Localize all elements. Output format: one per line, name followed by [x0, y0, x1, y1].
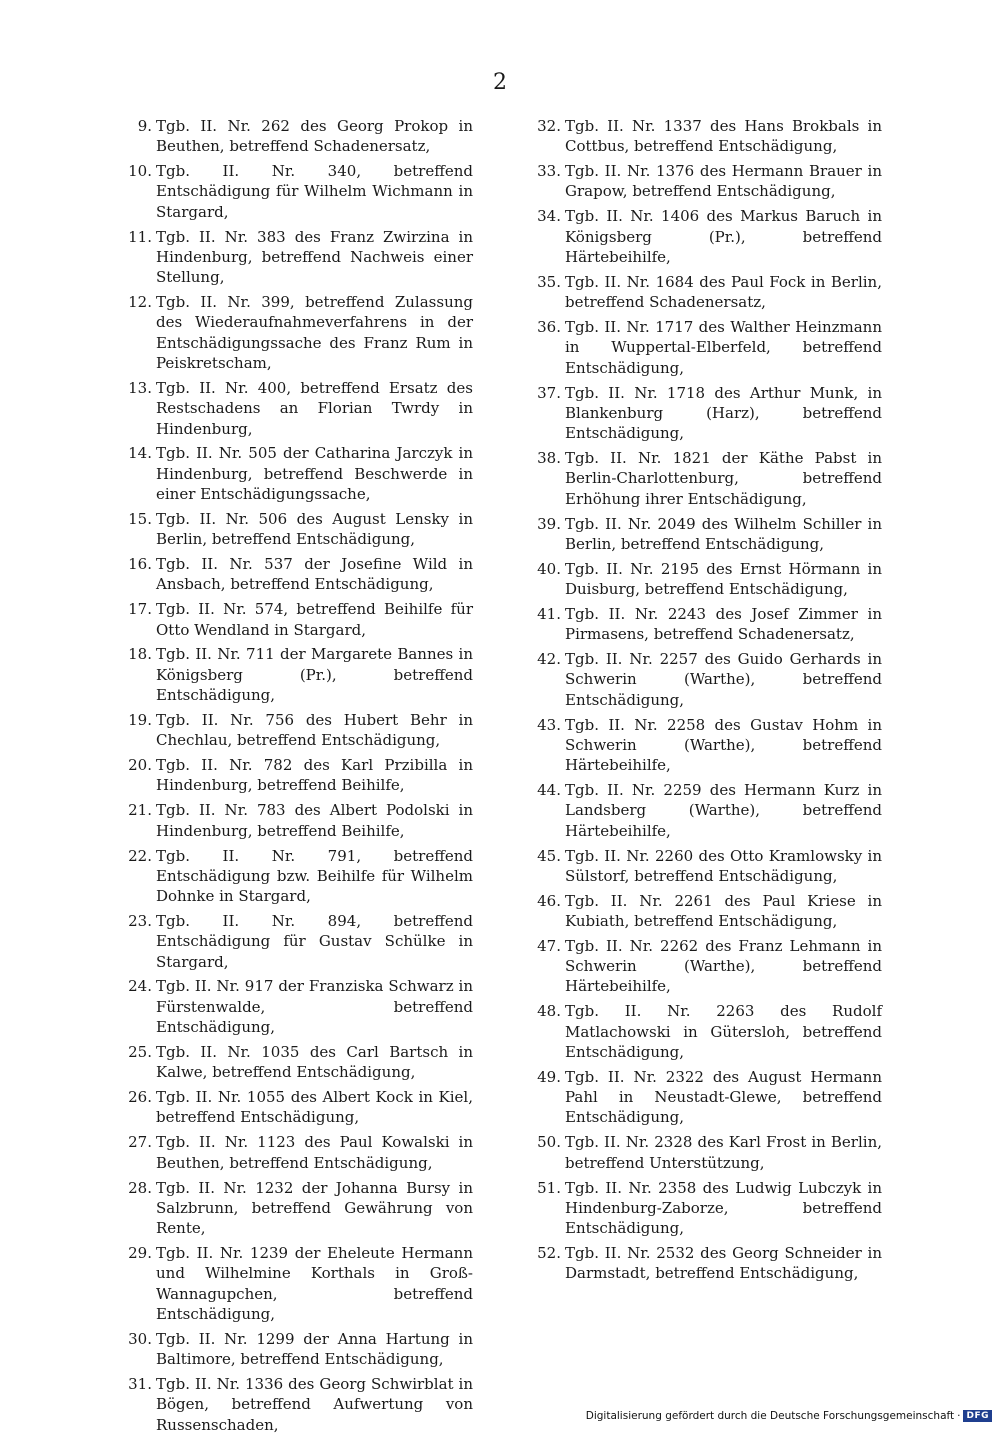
item-text: Tgb. II. Nr. 1055 des Albert Kock in Kiel, betreffend Entschädigung,	[156, 1088, 473, 1127]
list-item	[118, 116, 473, 157]
item-number: 21.	[128, 801, 152, 820]
item-number: 17.	[128, 600, 152, 619]
item-number: 48.	[537, 1002, 561, 1021]
item-number: 16.	[128, 555, 152, 574]
list-item	[527, 206, 882, 267]
item-number: 42.	[537, 650, 561, 669]
list-item	[527, 116, 882, 157]
list-item	[118, 227, 473, 288]
item-number: 47.	[537, 936, 561, 955]
item-text: Tgb. II. Nr. 2260 des Otto Kramlowsky in Sülstorf, betreffend Entschädigung,	[565, 846, 882, 885]
item-number: 43.	[537, 715, 561, 734]
item-text: Tgb. II. Nr. 2358 des Ludwig Lubczyk in Hindenburg-Zaborze, betreffend Entschädigung,	[565, 1178, 882, 1238]
item-number: 26.	[128, 1088, 152, 1107]
list-item	[118, 644, 473, 705]
list-item	[118, 1087, 473, 1128]
item-number: 29.	[128, 1244, 152, 1263]
list-item	[527, 1067, 882, 1128]
item-text: Tgb. II. Nr. 711 der Margarete Bannes in Königsberg (Pr.), betreffend Entschädigung,	[156, 645, 473, 705]
item-text: Tgb. II. Nr. 1336 des Georg Schwirblat in Bögen, betreffend Aufwertung von Russenschaden,	[156, 1374, 473, 1434]
item-text: Tgb. II. Nr. 2243 des Josef Zimmer in Pirmasens, betreffend Schadenersatz,	[565, 604, 882, 644]
item-text: Tgb. II. Nr. 2258 des Gustav Hohm in Schwerin (Warthe), betreffend Härtebeihilfe,	[565, 715, 882, 775]
item-number: 19.	[128, 710, 152, 729]
list-item	[527, 604, 882, 645]
item-text: Tgb. II. Nr. 1718 des Arthur Munk, in Blankenburg (Harz), betreffend Entschädigung,	[565, 383, 882, 443]
item-number: 11.	[128, 227, 152, 246]
item-number: 45.	[537, 846, 561, 865]
dfg-logo-icon: DFG	[963, 1410, 992, 1422]
item-text: Tgb. II. Nr. 2322 des August Hermann Pahl in Neustadt-Glewe, betreffend Entschädigung,	[565, 1067, 882, 1127]
footer-text: Digitalisierung gefördert durch die Deutsche Forschungsgemeinschaft	[585, 1410, 955, 1422]
item-number: 38.	[537, 449, 561, 468]
item-text: Tgb. II. Nr. 574, betreffend Beihilfe für Otto Wendland in Stargard,	[156, 600, 473, 639]
item-number: 52.	[537, 1244, 561, 1263]
list-item	[527, 448, 882, 509]
item-number: 20.	[128, 756, 152, 775]
list-item	[118, 846, 473, 907]
list-item	[118, 1329, 473, 1370]
list-item	[527, 1178, 882, 1239]
item-text: Tgb. II. Nr. 791, betreffend Entschädigung bzw. Beihilfe für Wilhelm Dohnke in Stargard,	[156, 846, 473, 906]
item-text: Tgb. II. Nr. 383 des Franz Zwirzina in Hindenburg, betreffend Nachweis einer Stellung,	[156, 227, 473, 287]
item-text: Tgb. II. Nr. 262 des Georg Prokop in Beuthen, betreffend Schadenersatz,	[156, 117, 473, 156]
item-text: Tgb. II. Nr. 782 des Karl Przibilla in Hindenburg, betreffend Beihilfe,	[156, 756, 473, 795]
item-number: 15.	[128, 509, 152, 528]
item-text: Tgb. II. Nr. 537 der Josefine Wild in Ansbach, betreffend Entschädigung,	[156, 555, 473, 594]
list-item	[118, 800, 473, 841]
item-number: 23.	[128, 912, 152, 930]
item-number: 10.	[128, 162, 152, 181]
item-number: 51.	[537, 1178, 561, 1197]
list-item	[118, 911, 473, 972]
item-text: Tgb. II. Nr. 1035 des Carl Bartsch in Kalwe, betreffend Entschädigung,	[156, 1042, 473, 1082]
list-item	[527, 317, 882, 378]
item-number: 31.	[128, 1374, 152, 1393]
list-item	[527, 1243, 882, 1284]
item-number: 22.	[128, 846, 152, 865]
item-number: 36.	[537, 318, 561, 337]
list-item	[118, 443, 473, 504]
item-text: Tgb. II. Nr. 756 des Hubert Behr in Chechlau, betreffend Entschädigung,	[156, 710, 473, 750]
item-number: 13.	[128, 378, 152, 397]
list-item	[527, 1132, 882, 1173]
item-text: Tgb. II. Nr. 894, betreffend Entschädigung für Gustav Schülke in Stargard,	[156, 912, 473, 971]
item-text: Tgb. II. Nr. 1717 des Walther Heinzmann in Wuppertal-Elberfeld, betreffend Entschädigung,	[565, 318, 882, 377]
item-number: 39.	[537, 514, 561, 533]
list-item	[118, 1374, 473, 1435]
item-text: Tgb. II. Nr. 1337 des Hans Brokbals in Cottbus, betreffend Entschädigung,	[565, 117, 882, 156]
item-text: Tgb. II. Nr. 2195 des Ernst Hörmann in Duisburg, betreffend Entschädigung,	[565, 559, 882, 598]
list-item	[118, 509, 473, 550]
list-item	[527, 272, 882, 313]
item-text: Tgb. II. Nr. 917 der Franziska Schwarz in Fürstenwalde, betreffend Entschädigung,	[156, 977, 473, 1037]
item-text: Tgb. II. Nr. 1821 der Käthe Pabst in Berlin-Charlottenburg, betreffend Erhöhung ihrer Entschädigung,	[565, 449, 882, 508]
item-number: 14.	[128, 444, 152, 463]
item-text: Tgb. II. Nr. 2328 des Karl Frost in Berlin, betreffend Unterstützung,	[565, 1133, 882, 1172]
list-item	[527, 1001, 882, 1062]
item-text: Tgb. II. Nr. 399, betreffend Zulassung des Wiederaufnahmeverfahrens in der Entschädigungssache des Franz Rum in Peiskretscham,	[156, 293, 473, 373]
left-column	[118, 116, 473, 1439]
item-number: 40.	[537, 559, 561, 578]
list-item	[527, 383, 882, 444]
list-item	[118, 161, 473, 222]
item-text: Tgb. II. Nr. 783 des Albert Podolski in Hindenburg, betreffend Beihilfe,	[156, 801, 473, 840]
item-number: 44.	[537, 781, 561, 800]
list-item	[527, 715, 882, 776]
item-text: Tgb. II. Nr. 2049 des Wilhelm Schiller in Berlin, betreffend Entschädigung,	[565, 514, 882, 553]
item-text: Tgb. II. Nr. 1376 des Hermann Brauer in Grapow, betreffend Entschädigung,	[565, 162, 882, 201]
list-item	[527, 514, 882, 555]
list-item	[527, 559, 882, 600]
list-item	[118, 599, 473, 640]
item-number: 33.	[537, 162, 561, 181]
item-number: 49.	[537, 1067, 561, 1086]
item-text: Tgb. II. Nr. 1239 der Eheleute Hermann und Wilhelmine Korthals in Groß-Wannagupchen, betreffend Entschädigung,	[156, 1244, 473, 1323]
list-item	[118, 554, 473, 595]
item-text: Tgb. II. Nr. 2262 des Franz Lehmann in Schwerin (Warthe), betreffend Härtebeihilfe,	[565, 936, 882, 996]
item-number: 25.	[128, 1042, 152, 1061]
list-item	[118, 1178, 473, 1239]
item-number: 37.	[537, 383, 561, 402]
list-item	[527, 780, 882, 841]
right-column	[527, 116, 882, 1288]
item-number: 18.	[128, 645, 152, 664]
list-item	[118, 710, 473, 751]
item-text: Tgb. II. Nr. 1232 der Johanna Bursy in Salzbrunn, betreffend Gewährung von Rente,	[156, 1178, 473, 1238]
item-number: 27.	[128, 1133, 152, 1152]
item-text: Tgb. II. Nr. 1684 des Paul Fock in Berlin, betreffend Schadenersatz,	[565, 272, 882, 312]
item-text: Tgb. II. Nr. 2261 des Paul Kriese in Kubiath, betreffend Entschädigung,	[565, 891, 882, 930]
item-text: Tgb. II. Nr. 2257 des Guido Gerhards in Schwerin (Warthe), betreffend Entschädigung,	[565, 650, 882, 709]
item-number: 24.	[128, 977, 152, 996]
list-item	[118, 1042, 473, 1083]
list-item	[527, 936, 882, 997]
item-text: Tgb. II. Nr. 340, betreffend Entschädigung für Wilhelm Wichmann in Stargard,	[156, 162, 473, 221]
list-item	[118, 976, 473, 1037]
list-item	[527, 891, 882, 932]
item-text: Tgb. II. Nr. 400, betreffend Ersatz des Restschadens an Florian Twrdy in Hindenburg,	[156, 378, 473, 438]
list-item	[118, 755, 473, 796]
list-item	[527, 161, 882, 202]
item-text: Tgb. II. Nr. 1406 des Markus Baruch in Königsberg (Pr.), betreffend Härtebeihilfe,	[565, 207, 882, 266]
item-number: 35.	[537, 272, 561, 291]
list-item	[118, 1132, 473, 1173]
item-text: Tgb. II. Nr. 505 der Catharina Jarczyk in Hindenburg, betreffend Beschwerde in einer Entschädigungssache,	[156, 444, 473, 504]
item-number: 9.	[137, 117, 152, 135]
list-item	[118, 1243, 473, 1324]
item-text: Tgb. II. Nr. 1123 des Paul Kowalski in Beuthen, betreffend Entschädigung,	[156, 1133, 473, 1172]
item-number: 32.	[537, 117, 561, 135]
page-number: 2	[493, 70, 507, 95]
list-item	[118, 292, 473, 373]
item-text: Tgb. II. Nr. 506 des August Lensky in Berlin, betreffend Entschädigung,	[156, 509, 473, 549]
item-text: Tgb. II. Nr. 1299 der Anna Hartung in Baltimore, betreffend Entschädigung,	[156, 1329, 473, 1369]
digitization-credit: Digitalisierung gefördert durch die Deutsche Forschungsgemeinschaft · DFG	[586, 1410, 992, 1422]
item-number: 50.	[537, 1133, 561, 1152]
item-text: Tgb. II. Nr. 2532 des Georg Schneider in Darmstadt, betreffend Entschädigung,	[565, 1244, 882, 1283]
item-number: 28.	[128, 1178, 152, 1197]
list-item	[527, 649, 882, 710]
list-item	[118, 378, 473, 439]
item-text: Tgb. II. Nr. 2259 des Hermann Kurz in Landsberg (Warthe), betreffend Härtebeihilfe,	[565, 781, 882, 840]
item-number: 34.	[537, 207, 561, 226]
item-number: 41.	[537, 604, 561, 623]
item-number: 30.	[128, 1329, 152, 1348]
item-number: 12.	[128, 293, 152, 312]
item-number: 46.	[537, 891, 561, 910]
list-item	[527, 846, 882, 887]
item-text: Tgb. II. Nr. 2263 des Rudolf Matlachowski in Gütersloh, betreffend Entschädigung,	[565, 1002, 882, 1061]
